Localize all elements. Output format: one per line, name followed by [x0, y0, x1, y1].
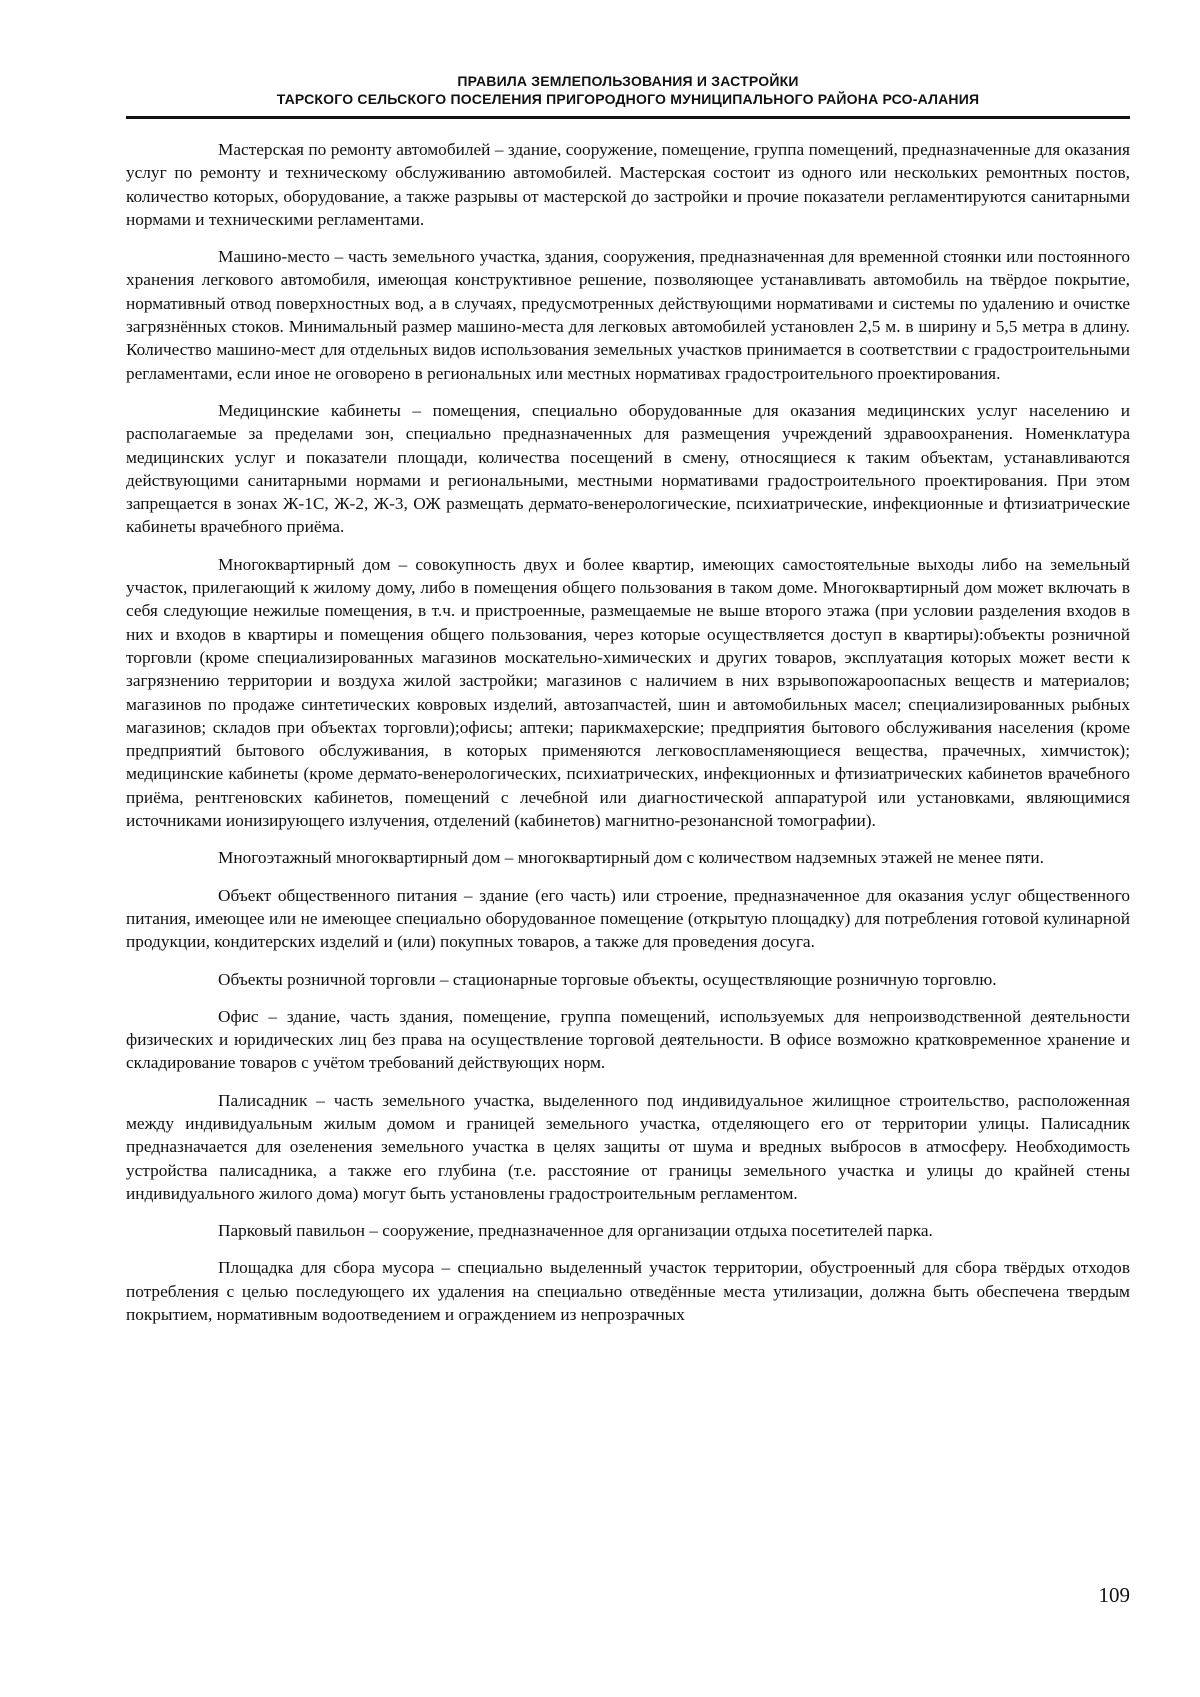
body-text	[126, 138, 1130, 1340]
paragraph-office: Офис – здание, часть здания, помещение, группа помещений, используемых для непроизводственной деятельности физических и юридических лиц без права на осуществление торговой деятельности. В офисе возможно кратковременное хранение и складирование товаров с учётом требований действующих норм.	[126, 1006, 1130, 1073]
paragraph-retail: Объекты розничной торговли – стационарные торговые объекты, осуществляющие розничную торговлю.	[218, 969, 997, 989]
document-page	[126, 0, 1130, 1697]
paragraph-medical-offices: Медицинские кабинеты – помещения, специально оборудованные для оказания медицинских услуг населению и располагаемые за пределами зон, специально предназначенных для размещения учреждений здравоохранения. Номенклатура медицинских услуг и показатели площади, количества посещений в смену, относящиеся к таким объектам, устанавливаются действующими санитарными нормами и региональными, местными нормативами градостроительного проектирования. При этом запрещается в зонах Ж-1С, Ж-2, Ж-3, ОЖ размещать дермато-венерологические, психиатрические, инфекционные и фтизиатрические кабинеты врачебного приёма.	[126, 400, 1130, 537]
paragraph-catering: Объект общественного питания – здание (его часть) или строение, предназначенное для оказания услуг общественного питания, имеющее или не имеющее специально оборудованное помещение (открытую площадку) для потребления готовой кулинарной продукции, кондитерских изделий и (или) покупных товаров, а также для проведения досуга.	[126, 885, 1130, 952]
paragraph-front-garden: Палисадник – часть земельного участка, выделенного под индивидуальное жилищное строительство, расположенная между индивидуальным жилым домом и границей земельного участка, отделяющего его от территории улицы. Палисадник предназначается для озеленения земельного участка в целях защиты от шума и вредных выбросов в атмосферу. Необходимость устройства палисадника, а также его глубина (т.е. расстояние от границы земельного участка и улицы до крайней стены индивидуального жилого дома) могут быть установлены градостроительным регламентом.	[126, 1090, 1130, 1203]
header-line-2: ТАРСКОГО СЕЛЬСКОГО ПОСЕЛЕНИЯ ПРИГОРОДНОГО МУНИЦИПАЛЬНОГО РАЙОНА РСО-АЛАНИЯ	[276, 91, 980, 107]
paragraph-waste-site: Площадка для сбора мусора – специально выделенный участок территории, обустроенный для сбора твёрдых отходов потребления с целью последующего их удаления на специально отведённые места утилизации, должна быть обеспечена твердым покрытием, нормативным водоотведением и ограждением из непрозрачных	[126, 1258, 1130, 1325]
page-number: 109	[1098, 1583, 1130, 1607]
paragraph-park-pavilion: Парковый павильон – сооружение, предназначенное для организации отдыха посетителей парка.	[218, 1221, 933, 1241]
paragraph-repair-shop: Мастерская по ремонту автомобилей – здание, сооружение, помещение, группа помещений, предназначенные для оказания услуг по ремонту и техническому обслуживанию автомобилей. Мастерская состоит из одного или нескольких ремонтных постов, количество которых, оборудование, а также разрывы от мастерской до застройки и прочие показатели регламентируются санитарными нормами и техническими регламентами.	[126, 140, 1130, 229]
paragraph-multistorey-building: Многоэтажный многоквартирный дом – многоквартирный дом с количеством надземных этажей не менее пяти.	[218, 848, 1044, 868]
header-line-1: ПРАВИЛА ЗЕМЛЕПОЛЬЗОВАНИЯ И ЗАСТРОЙКИ	[457, 73, 799, 89]
header-rule	[126, 116, 1130, 119]
paragraph-apartment-building: Многоквартирный дом – совокупность двух и более квартир, имеющих самостоятельные выходы либо на земельный участок, прилегающий к жилому дому, либо в помещения общего пользования в таком доме. Многоквартирный дом может включать в себя следующие нежилые помещения, в т.ч. и пристроенные, размещаемые не выше второго этажа (при условии разделения входов в них и входов в квартиры и помещения общего пользования, через которые осуществляется доступ в квартиры):объекты розничной торговли (кроме специализированных магазинов москательно-химических и других товаров, эксплуатация которых может вести к загрязнению территории и воздуха жилой застройки; магазинов с наличием в них взрывопожароопасных веществ и материалов; магазинов по продаже синтетических ковровых изделий, автозапчастей, шин и автомобильных масел; специализированных рыбных магазинов; складов при объектах торговли);офисы; аптеки; парикмахерские; предприятия бытового обслуживания населения (кроме предприятий бытового обслуживания, в которых применяются легковоспламеняющиеся вещества, прачечных, химчисток); медицинские кабинеты (кроме дермато-венерологических, психиатрических, инфекционных и фтизиатрических кабинетов врачебного приёма, рентгеновских кабинетов, помещений с лечебной или диагностической аппаратурой или установками, являющимися источниками ионизирующего излучения, отделений (кабинетов) магнитно-резонансной томографии).	[126, 554, 1130, 831]
running-header	[126, 72, 1130, 108]
paragraph-parking-space: Машино-место – часть земельного участка, здания, сооружения, предназначенная для временной стоянки или постоянного хранения легкового автомобиля, имеющая конструктивное решение, позволяющее устанавливать автомобиль на твёрдое покрытие, нормативный отвод поверхностных вод, а в случаях, предусмотренных действующими нормативами и системы по удалению и очистке загрязнённых стоков. Минимальный размер машино-места для легковых автомобилей установлен 2,5 м. в ширину и 5,5 метра в длину. Количество машино-мест для отдельных видов использования земельных участков принимается в соответствии с градостроительными регламентами, если иное не оговорено в региональных или местных нормативах градостроительного проектирования.	[126, 247, 1130, 383]
